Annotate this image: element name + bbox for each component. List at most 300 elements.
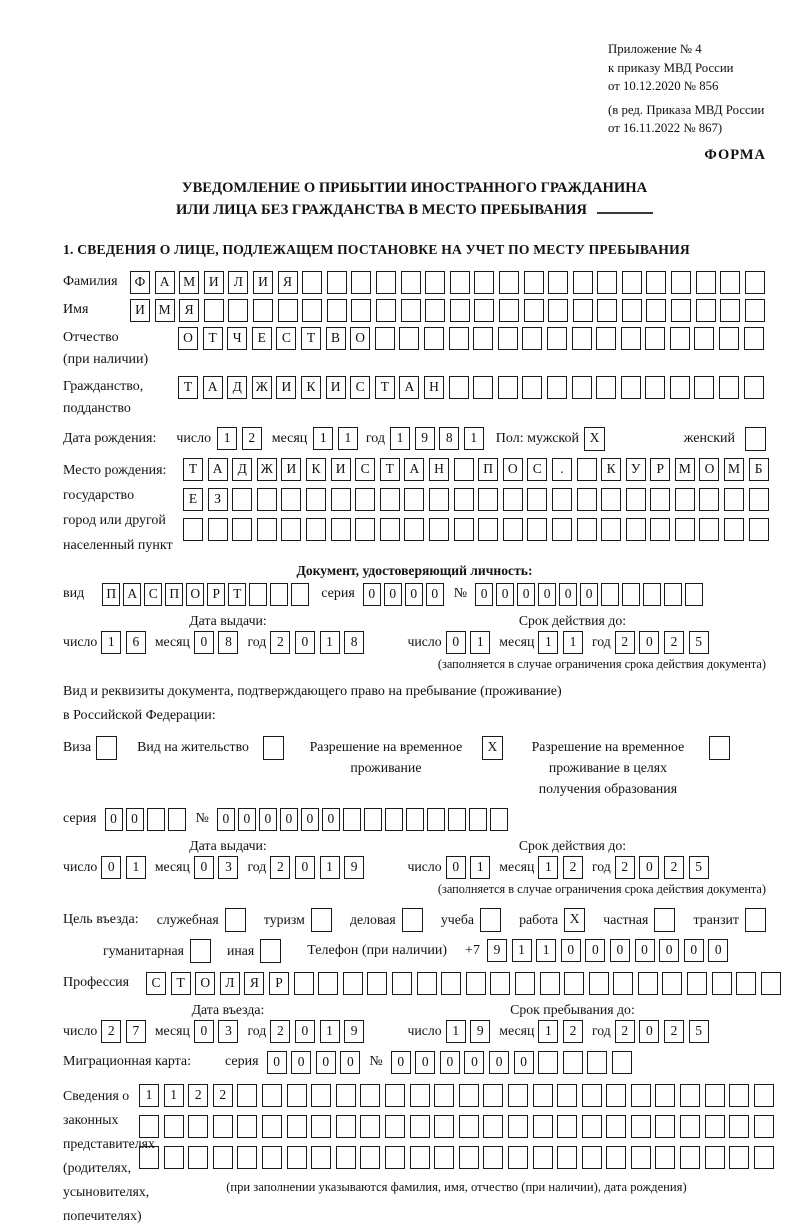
char-cell[interactable] [454, 518, 474, 541]
char-cell[interactable]: 8 [439, 427, 459, 450]
char-cell[interactable] [336, 1146, 356, 1169]
char-cell[interactable] [515, 972, 535, 995]
char-cell[interactable]: 0 [610, 939, 630, 962]
sex-female-checkbox[interactable] [745, 427, 766, 451]
char-cell[interactable] [508, 1084, 528, 1107]
char-cell[interactable] [724, 488, 744, 511]
char-cell[interactable] [401, 271, 421, 294]
char-cell[interactable] [705, 1146, 725, 1169]
char-cell[interactable] [685, 583, 703, 606]
char-cell[interactable] [183, 518, 203, 541]
char-cell[interactable]: К [301, 376, 321, 399]
char-cell[interactable] [719, 327, 739, 350]
char-cell[interactable] [448, 808, 466, 831]
char-cell[interactable]: О [178, 327, 198, 350]
char-cell[interactable]: 1 [320, 856, 340, 879]
char-cell[interactable] [601, 488, 621, 511]
char-cell[interactable] [318, 972, 338, 995]
char-cell[interactable]: Б [749, 458, 769, 481]
char-cell[interactable] [360, 1146, 380, 1169]
char-cell[interactable]: 1 [446, 1020, 466, 1043]
purpose-private-checkbox[interactable] [654, 908, 675, 932]
char-cell[interactable]: З [208, 488, 228, 511]
char-cell[interactable]: 1 [164, 1084, 184, 1107]
char-cell[interactable]: 0 [538, 583, 556, 606]
char-cell[interactable] [459, 1115, 479, 1138]
char-cell[interactable] [680, 1084, 700, 1107]
char-cell[interactable]: М [675, 458, 695, 481]
char-cell[interactable] [351, 271, 371, 294]
char-cell[interactable]: Д [232, 458, 252, 481]
char-cell[interactable]: 2 [664, 1020, 684, 1043]
char-cell[interactable] [410, 1146, 430, 1169]
char-cell[interactable] [385, 1115, 405, 1138]
char-cell[interactable] [563, 1051, 583, 1074]
char-cell[interactable] [573, 271, 593, 294]
char-cell[interactable] [646, 299, 666, 322]
char-cell[interactable] [596, 376, 616, 399]
char-cell[interactable] [664, 583, 682, 606]
char-cell[interactable]: Р [269, 972, 289, 995]
char-cell[interactable] [572, 327, 592, 350]
char-cell[interactable] [696, 299, 716, 322]
char-cell[interactable] [631, 1084, 651, 1107]
char-cell[interactable]: Р [207, 583, 225, 606]
char-cell[interactable] [450, 271, 470, 294]
char-cell[interactable] [483, 1146, 503, 1169]
char-cell[interactable] [237, 1146, 257, 1169]
char-cell[interactable] [257, 488, 277, 511]
char-cell[interactable] [552, 518, 572, 541]
char-cell[interactable] [96, 736, 117, 760]
char-cell[interactable]: X [584, 427, 605, 451]
char-cell[interactable] [360, 1084, 380, 1107]
char-cell[interactable] [253, 299, 273, 322]
char-cell[interactable] [380, 488, 400, 511]
char-cell[interactable] [385, 808, 403, 831]
char-cell[interactable] [655, 1115, 675, 1138]
char-cell[interactable]: 2 [101, 1020, 121, 1043]
char-cell[interactable] [429, 518, 449, 541]
char-cell[interactable] [139, 1115, 159, 1138]
char-cell[interactable]: Т [178, 376, 198, 399]
char-cell[interactable] [434, 1146, 454, 1169]
char-cell[interactable]: 0 [322, 808, 340, 831]
char-cell[interactable] [454, 488, 474, 511]
char-cell[interactable] [260, 939, 281, 963]
char-cell[interactable]: 0 [561, 939, 581, 962]
char-cell[interactable]: С [276, 327, 296, 350]
char-cell[interactable] [745, 908, 766, 932]
char-cell[interactable] [736, 972, 756, 995]
char-cell[interactable] [622, 271, 642, 294]
char-cell[interactable] [533, 1146, 553, 1169]
char-cell[interactable] [622, 299, 642, 322]
char-cell[interactable]: 0 [194, 631, 214, 654]
char-cell[interactable] [621, 376, 641, 399]
char-cell[interactable]: 0 [267, 1051, 287, 1074]
char-cell[interactable] [228, 299, 248, 322]
purpose-transit-checkbox[interactable] [745, 908, 766, 932]
char-cell[interactable]: 0 [639, 856, 659, 879]
char-cell[interactable] [745, 271, 765, 294]
char-cell[interactable] [459, 1146, 479, 1169]
char-cell[interactable]: 2 [270, 631, 290, 654]
char-cell[interactable] [675, 488, 695, 511]
char-cell[interactable] [404, 518, 424, 541]
char-cell[interactable]: 0 [259, 808, 277, 831]
char-cell[interactable]: 0 [391, 1051, 411, 1074]
char-cell[interactable]: 0 [489, 1051, 509, 1074]
char-cell[interactable] [754, 1084, 774, 1107]
char-cell[interactable]: У [626, 458, 646, 481]
char-cell[interactable] [589, 972, 609, 995]
char-cell[interactable] [417, 972, 437, 995]
char-cell[interactable]: 0 [639, 631, 659, 654]
char-cell[interactable]: 2 [563, 1020, 583, 1043]
char-cell[interactable] [582, 1146, 602, 1169]
char-cell[interactable]: 0 [194, 856, 214, 879]
char-cell[interactable] [213, 1115, 233, 1138]
char-cell[interactable] [351, 299, 371, 322]
purpose-work-checkbox[interactable] [564, 908, 585, 932]
char-cell[interactable]: 5 [689, 1020, 709, 1043]
char-cell[interactable]: П [165, 583, 183, 606]
char-cell[interactable] [331, 488, 351, 511]
char-cell[interactable]: 0 [194, 1020, 214, 1043]
char-cell[interactable] [538, 1051, 558, 1074]
char-cell[interactable]: 0 [514, 1051, 534, 1074]
char-cell[interactable]: М [724, 458, 744, 481]
char-cell[interactable]: 1 [470, 856, 490, 879]
char-cell[interactable]: А [155, 271, 175, 294]
char-cell[interactable]: 0 [405, 583, 423, 606]
char-cell[interactable]: 5 [689, 856, 709, 879]
char-cell[interactable] [606, 1115, 626, 1138]
char-cell[interactable] [577, 518, 597, 541]
char-cell[interactable] [709, 736, 730, 760]
char-cell[interactable]: 0 [426, 583, 444, 606]
char-cell[interactable] [336, 1084, 356, 1107]
char-cell[interactable]: Т [375, 376, 395, 399]
char-cell[interactable]: 2 [270, 856, 290, 879]
char-cell[interactable]: С [146, 972, 166, 995]
char-cell[interactable] [533, 1115, 553, 1138]
char-cell[interactable] [724, 518, 744, 541]
char-cell[interactable]: Т [301, 327, 321, 350]
char-cell[interactable]: 8 [344, 631, 364, 654]
char-cell[interactable]: С [355, 458, 375, 481]
char-cell[interactable] [597, 271, 617, 294]
char-cell[interactable] [719, 376, 739, 399]
char-cell[interactable] [249, 583, 267, 606]
char-cell[interactable] [621, 327, 641, 350]
char-cell[interactable] [385, 1084, 405, 1107]
char-cell[interactable] [375, 327, 395, 350]
char-cell[interactable] [547, 376, 567, 399]
char-cell[interactable]: 1 [464, 427, 484, 450]
char-cell[interactable]: И [130, 299, 150, 322]
char-cell[interactable]: 2 [615, 1020, 635, 1043]
char-cell[interactable]: О [350, 327, 370, 350]
char-cell[interactable] [168, 808, 186, 831]
char-cell[interactable] [675, 518, 695, 541]
char-cell[interactable]: 3 [218, 1020, 238, 1043]
char-cell[interactable]: 0 [517, 583, 535, 606]
char-cell[interactable] [262, 1115, 282, 1138]
char-cell[interactable]: А [399, 376, 419, 399]
char-cell[interactable] [498, 327, 518, 350]
char-cell[interactable] [473, 376, 493, 399]
char-cell[interactable]: П [478, 458, 498, 481]
char-cell[interactable]: 1 [101, 631, 121, 654]
char-cell[interactable]: А [203, 376, 223, 399]
char-cell[interactable]: 2 [213, 1084, 233, 1107]
char-cell[interactable] [720, 271, 740, 294]
char-cell[interactable] [147, 808, 165, 831]
char-cell[interactable] [401, 299, 421, 322]
purpose-humanitarian-checkbox[interactable] [190, 939, 211, 963]
char-cell[interactable]: 0 [496, 583, 514, 606]
char-cell[interactable]: 1 [512, 939, 532, 962]
char-cell[interactable] [257, 518, 277, 541]
char-cell[interactable] [626, 518, 646, 541]
char-cell[interactable]: Е [183, 488, 203, 511]
char-cell[interactable]: 0 [384, 583, 402, 606]
char-cell[interactable]: 1 [139, 1084, 159, 1107]
char-cell[interactable]: 1 [320, 631, 340, 654]
char-cell[interactable]: Д [227, 376, 247, 399]
char-cell[interactable]: 0 [635, 939, 655, 962]
char-cell[interactable] [399, 327, 419, 350]
char-cell[interactable] [650, 518, 670, 541]
char-cell[interactable] [687, 972, 707, 995]
char-cell[interactable] [213, 1146, 233, 1169]
char-cell[interactable] [164, 1146, 184, 1169]
char-cell[interactable] [376, 299, 396, 322]
char-cell[interactable] [478, 488, 498, 511]
char-cell[interactable] [548, 271, 568, 294]
char-cell[interactable]: Я [244, 972, 264, 995]
char-cell[interactable]: Ч [227, 327, 247, 350]
char-cell[interactable] [406, 808, 424, 831]
char-cell[interactable] [459, 1084, 479, 1107]
char-cell[interactable]: 0 [684, 939, 704, 962]
char-cell[interactable] [582, 1115, 602, 1138]
char-cell[interactable]: О [699, 458, 719, 481]
char-cell[interactable] [597, 299, 617, 322]
char-cell[interactable] [573, 299, 593, 322]
char-cell[interactable]: 0 [639, 1020, 659, 1043]
char-cell[interactable] [613, 972, 633, 995]
char-cell[interactable] [429, 488, 449, 511]
char-cell[interactable] [287, 1115, 307, 1138]
char-cell[interactable] [694, 376, 714, 399]
char-cell[interactable]: 1 [538, 856, 558, 879]
char-cell[interactable]: 0 [363, 583, 381, 606]
char-cell[interactable] [483, 1115, 503, 1138]
char-cell[interactable] [262, 1084, 282, 1107]
char-cell[interactable]: 2 [664, 631, 684, 654]
char-cell[interactable]: 1 [313, 427, 333, 450]
char-cell[interactable] [410, 1115, 430, 1138]
char-cell[interactable] [499, 299, 519, 322]
purpose-study-checkbox[interactable] [480, 908, 501, 932]
char-cell[interactable] [434, 1084, 454, 1107]
char-cell[interactable] [670, 376, 690, 399]
char-cell[interactable]: 2 [615, 856, 635, 879]
char-cell[interactable]: 9 [415, 427, 435, 450]
char-cell[interactable] [577, 488, 597, 511]
char-cell[interactable]: И [331, 458, 351, 481]
char-cell[interactable] [745, 299, 765, 322]
char-cell[interactable] [449, 376, 469, 399]
char-cell[interactable] [287, 1146, 307, 1169]
temp-permit-checkbox[interactable] [482, 736, 503, 760]
char-cell[interactable]: Р [650, 458, 670, 481]
char-cell[interactable] [402, 908, 423, 932]
char-cell[interactable]: 0 [217, 808, 235, 831]
char-cell[interactable] [548, 299, 568, 322]
char-cell[interactable] [490, 808, 508, 831]
char-cell[interactable] [631, 1146, 651, 1169]
char-cell[interactable]: П [102, 583, 120, 606]
char-cell[interactable] [680, 1146, 700, 1169]
char-cell[interactable]: Я [278, 271, 298, 294]
char-cell[interactable]: 0 [301, 808, 319, 831]
purpose-commercial-checkbox[interactable] [402, 908, 423, 932]
char-cell[interactable] [754, 1146, 774, 1169]
char-cell[interactable]: 0 [101, 856, 121, 879]
char-cell[interactable] [699, 518, 719, 541]
char-cell[interactable] [498, 376, 518, 399]
char-cell[interactable]: 3 [218, 856, 238, 879]
char-cell[interactable] [729, 1084, 749, 1107]
char-cell[interactable]: 0 [105, 808, 123, 831]
char-cell[interactable] [331, 518, 351, 541]
char-cell[interactable] [327, 271, 347, 294]
char-cell[interactable]: Т [203, 327, 223, 350]
char-cell[interactable]: X [564, 908, 585, 932]
char-cell[interactable] [425, 271, 445, 294]
purpose-tourism-checkbox[interactable] [311, 908, 332, 932]
char-cell[interactable] [577, 458, 597, 481]
char-cell[interactable] [263, 736, 284, 760]
char-cell[interactable]: С [527, 458, 547, 481]
char-cell[interactable] [343, 972, 363, 995]
char-cell[interactable] [587, 1051, 607, 1074]
char-cell[interactable] [410, 1084, 430, 1107]
purpose-business-checkbox[interactable] [225, 908, 246, 932]
char-cell[interactable] [466, 972, 486, 995]
char-cell[interactable] [527, 488, 547, 511]
char-cell[interactable] [499, 271, 519, 294]
char-cell[interactable] [425, 299, 445, 322]
char-cell[interactable] [270, 583, 288, 606]
char-cell[interactable] [483, 1084, 503, 1107]
char-cell[interactable] [392, 972, 412, 995]
char-cell[interactable] [336, 1115, 356, 1138]
char-cell[interactable]: И [326, 376, 346, 399]
char-cell[interactable] [527, 518, 547, 541]
char-cell[interactable]: 1 [126, 856, 146, 879]
char-cell[interactable] [450, 299, 470, 322]
char-cell[interactable] [670, 327, 690, 350]
char-cell[interactable]: 1 [217, 427, 237, 450]
char-cell[interactable]: Я [179, 299, 199, 322]
char-cell[interactable]: 0 [295, 856, 315, 879]
char-cell[interactable] [696, 271, 716, 294]
char-cell[interactable]: А [404, 458, 424, 481]
char-cell[interactable]: К [601, 458, 621, 481]
char-cell[interactable]: 2 [664, 856, 684, 879]
char-cell[interactable] [262, 1146, 282, 1169]
char-cell[interactable] [343, 808, 361, 831]
char-cell[interactable] [524, 271, 544, 294]
char-cell[interactable]: 2 [615, 631, 635, 654]
char-cell[interactable] [601, 518, 621, 541]
char-cell[interactable] [557, 1115, 577, 1138]
char-cell[interactable]: Н [429, 458, 449, 481]
char-cell[interactable] [712, 972, 732, 995]
char-cell[interactable]: 5 [689, 631, 709, 654]
char-cell[interactable] [754, 1115, 774, 1138]
char-cell[interactable] [606, 1146, 626, 1169]
char-cell[interactable]: 0 [280, 808, 298, 831]
char-cell[interactable] [364, 808, 382, 831]
char-cell[interactable]: 1 [536, 939, 556, 962]
char-cell[interactable] [508, 1146, 528, 1169]
char-cell[interactable]: 0 [446, 856, 466, 879]
char-cell[interactable]: А [208, 458, 228, 481]
char-cell[interactable]: 9 [470, 1020, 490, 1043]
char-cell[interactable] [572, 376, 592, 399]
char-cell[interactable] [474, 299, 494, 322]
char-cell[interactable] [626, 488, 646, 511]
char-cell[interactable] [294, 972, 314, 995]
char-cell[interactable] [237, 1115, 257, 1138]
char-cell[interactable]: В [326, 327, 346, 350]
char-cell[interactable] [188, 1115, 208, 1138]
char-cell[interactable] [490, 972, 510, 995]
char-cell[interactable] [645, 327, 665, 350]
char-cell[interactable] [311, 1115, 331, 1138]
char-cell[interactable] [385, 1146, 405, 1169]
char-cell[interactable] [508, 1115, 528, 1138]
char-cell[interactable]: 7 [126, 1020, 146, 1043]
char-cell[interactable] [237, 1084, 257, 1107]
char-cell[interactable] [291, 583, 309, 606]
sex-male-checkbox[interactable] [584, 427, 605, 451]
char-cell[interactable] [287, 1084, 307, 1107]
char-cell[interactable] [671, 271, 691, 294]
char-cell[interactable]: М [155, 299, 175, 322]
char-cell[interactable] [720, 299, 740, 322]
char-cell[interactable] [278, 299, 298, 322]
char-cell[interactable] [480, 908, 501, 932]
char-cell[interactable] [478, 518, 498, 541]
char-cell[interactable]: С [144, 583, 162, 606]
char-cell[interactable] [188, 1146, 208, 1169]
char-cell[interactable] [302, 271, 322, 294]
char-cell[interactable] [749, 518, 769, 541]
char-cell[interactable]: 0 [295, 1020, 315, 1043]
char-cell[interactable] [360, 1115, 380, 1138]
char-cell[interactable]: О [195, 972, 215, 995]
char-cell[interactable] [612, 1051, 632, 1074]
char-cell[interactable] [564, 972, 584, 995]
char-cell[interactable] [434, 1115, 454, 1138]
